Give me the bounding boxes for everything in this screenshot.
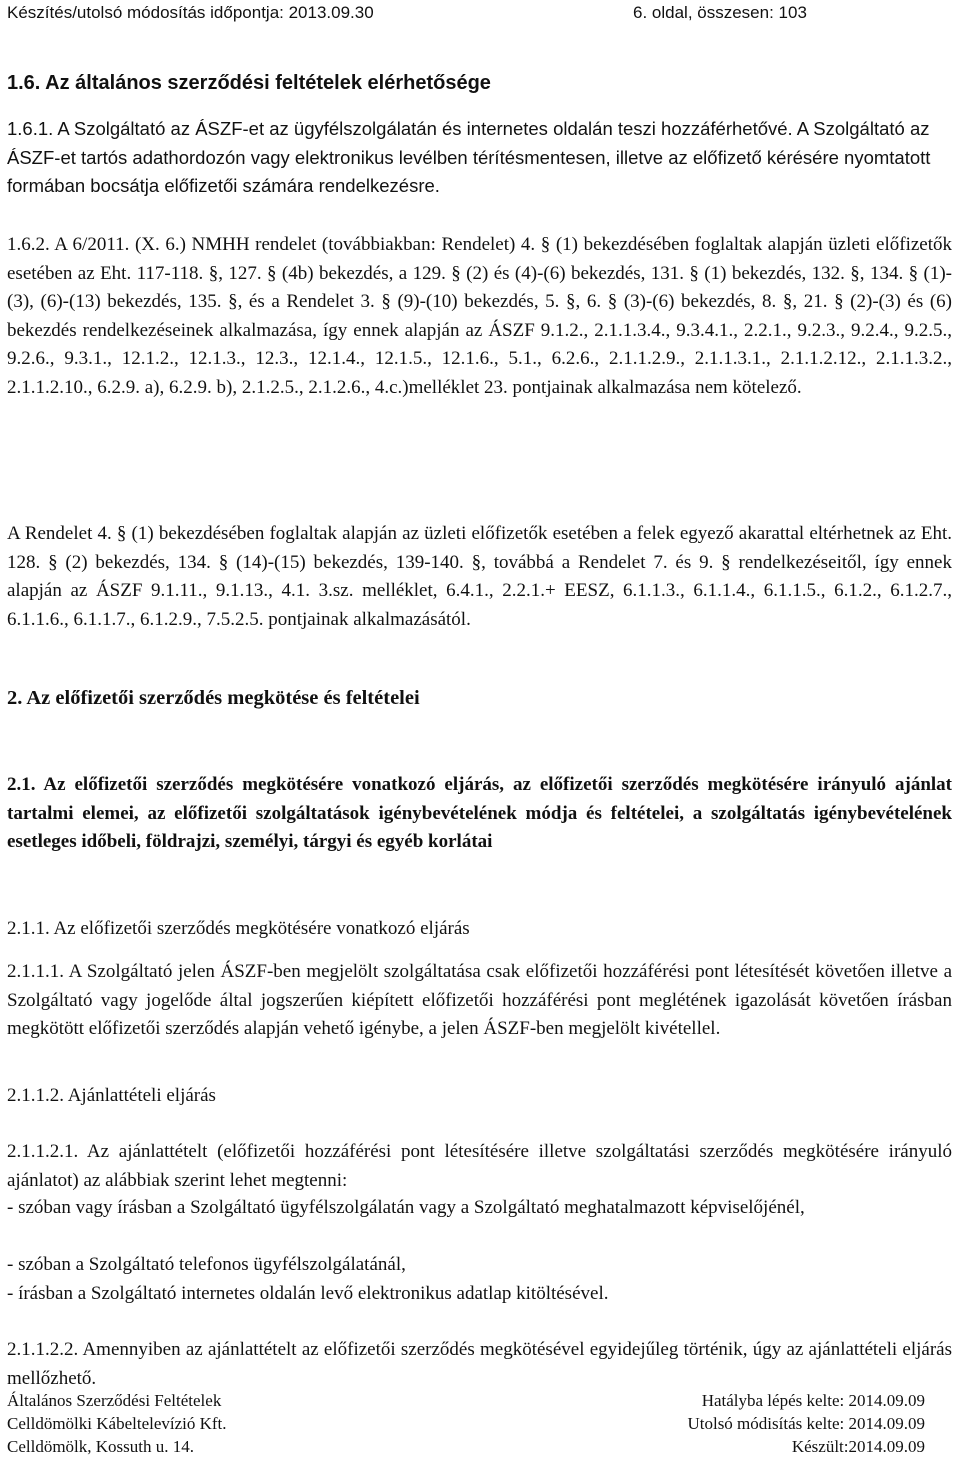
- paragraph-2-1-1: 2.1.1. Az előfizetői szerződés megkötésére vonatkozó eljárás: [7, 918, 470, 939]
- footer-effective-date: Hatályba lépés kelte: 2014.09.09: [701, 1391, 925, 1410]
- footer-created-date: Készült:2014.09.09: [791, 1437, 925, 1456]
- paragraph-1-6-2: 1.6.2. A 6/2011. (X. 6.) NMHH rendelet (továbbiakban: Rendelet) 4. § (1) bekezdésében foglaltak alapján üzleti előfizetők esetében az Eht. 117-118. §, 127. § (4b) bekezdés, a 129. § (2) és (4)-(6) bekezdés, 131. § (1) bekezdés, 132. §, 134. § (1)-(3), (6)-(13) bekezdés, 135. §, és a Rendelet 3. § (9)-(10) bekezdés, 5. §, 6. § (3)-(6) bekezdés, 8. §, 21. § (2)-(3) és (6) bekezdés rendelkezéseinek alkalmazása, így ennek alapján az ÁSZF 9.1.2., 2.1.1.3.4., 9.3.4.1., 2.2.1., 9.2.3., 9.2.4., 9.2.5., 9.2.6., 9.3.1., 12.1.2., 12.1.3., 12.3., 12.1.4., 12.1.5., 12.1.6., 5.1., 6.2.6., 2.1.1.2.9., 2.1.1.3.1., 2.1.1.2.12., 2.1.1.3.2., 2.1.1.2.10., 6.2.9. a), 6.2.9. b), 2.1.2.5., 2.1.2.6., 4.c.)melléklet 23. pontjainak alkalmazása nem kötelező.: [7, 234, 952, 398]
- paragraph-2-1-1-1: 2.1.1.1. A Szolgáltató jelen ÁSZF-ben megjelölt szolgáltatása csak előfizetői hozzáférési pont létesítését követően illetve a Szolgáltató vagy jogelőde által jogszerűen kiépített előfizetői hozzáférési pont meglétének igazolását követően írásban megkötött előfizetői szerződés alapján vehető igénybe, a jelen ÁSZF-ben megjelölt kivétellel.: [7, 961, 952, 1039]
- footer-address: Celldömölk, Kossuth u. 14.: [7, 1437, 195, 1456]
- paragraph-2-1-1-2: 2.1.1.2. Ajánlattételi eljárás: [7, 1085, 216, 1106]
- paragraph-2-1-1-2-2: 2.1.1.2.2. Amennyiben az ajánlattételt az előfizetői szerződés megkötésével egyidejűleg történik, úgy az ajánlattételi eljárás mellőzhető.: [7, 1339, 952, 1389]
- footer-line-3: [7, 1436, 925, 1458]
- section-heading-1-6: 1.6. Az általános szerződési feltételek elérhetősége: [7, 72, 491, 94]
- paragraph-rendelet: A Rendelet 4. § (1) bekezdésében foglaltak alapján az üzleti előfizetők esetében a felek egyező akarattal eltérhetnek az Eht. 128. § (2) bekezdés, 134. § (14)-(15) bekezdés, 139-140. §, továbbá a Rendelet 7. és 9. § rendelkezéseitől, így ennek alapján az ÁSZF 9.1.11., 9.1.13., 4.1. 3.sz. melléklet, 6.4.1., 2.2.1.+ EESZ, 6.1.1.3., 6.1.1.4., 6.1.1.5., 6.1.2., 6.1.2.7., 6.1.1.6., 6.1.1.7., 6.1.2.9., 7.5.2.5. pontjainak alkalmazásától.: [7, 523, 952, 630]
- footer-line-2: [7, 1413, 925, 1435]
- section-heading-2: 2. Az előfizetői szerződés megkötése és feltételei: [7, 687, 420, 709]
- paragraph-2-1: 2.1. Az előfizetői szerződés megkötésére vonatkozó eljárás, az előfizetői szerződés megkötésére irányuló ajánlat tartalmi elemei, az előfizetői szolgáltatások igénybevételének módja és feltételei, a szolgáltatás igénybevételének esetleges időbeli, földrajzi, személyi, tárgyi és egyéb korlátai: [7, 774, 952, 852]
- header-page-number: 6. oldal, összesen: 103: [633, 3, 807, 22]
- footer-modified-date: Utolsó módisítás kelte: 2014.09.09: [687, 1414, 925, 1433]
- page-header: [7, 2, 947, 26]
- footer-line-1: [7, 1390, 925, 1412]
- list-item: - szóban a Szolgáltató telefonos ügyfélszolgálatánál,: [7, 1254, 406, 1275]
- footer-company: Celldömölki Kábeltelevízió Kft.: [7, 1414, 227, 1433]
- header-timestamp: Készítés/utolsó módosítás időpontja: 2013.09.30: [7, 3, 374, 22]
- paragraph-2-1-1-2-1: 2.1.1.2.1. Az ajánlattételt (előfizetői hozzáférési pont létesítésére illetve szolgáltatási szerződés megkötésére irányuló ajánlatot) az alábbiak szerint lehet megtenni:: [7, 1141, 952, 1191]
- paragraph-1-6-1: 1.6.1. A Szolgáltató az ÁSZF-et az ügyfélszolgálatán és internetes oldalán teszi hozzáférhetővé. A Szolgáltató az ÁSZF-et tartós adathordozón vagy elektronikus levélben térítésmentesen, illetve az előfizető kérésére nyomtatott formában bocsátja előfizetői számára rendelkezésre.: [7, 118, 931, 196]
- list-item: - írásban a Szolgáltató internetes oldalán levő elektronikus adatlap kitöltésével.: [7, 1283, 609, 1304]
- footer-document-title: Általános Szerződési Feltételek: [7, 1391, 222, 1410]
- list-item: - szóban vagy írásban a Szolgáltató ügyfélszolgálatán vagy a Szolgáltató meghatalmazott képviselőjénél,: [7, 1197, 805, 1218]
